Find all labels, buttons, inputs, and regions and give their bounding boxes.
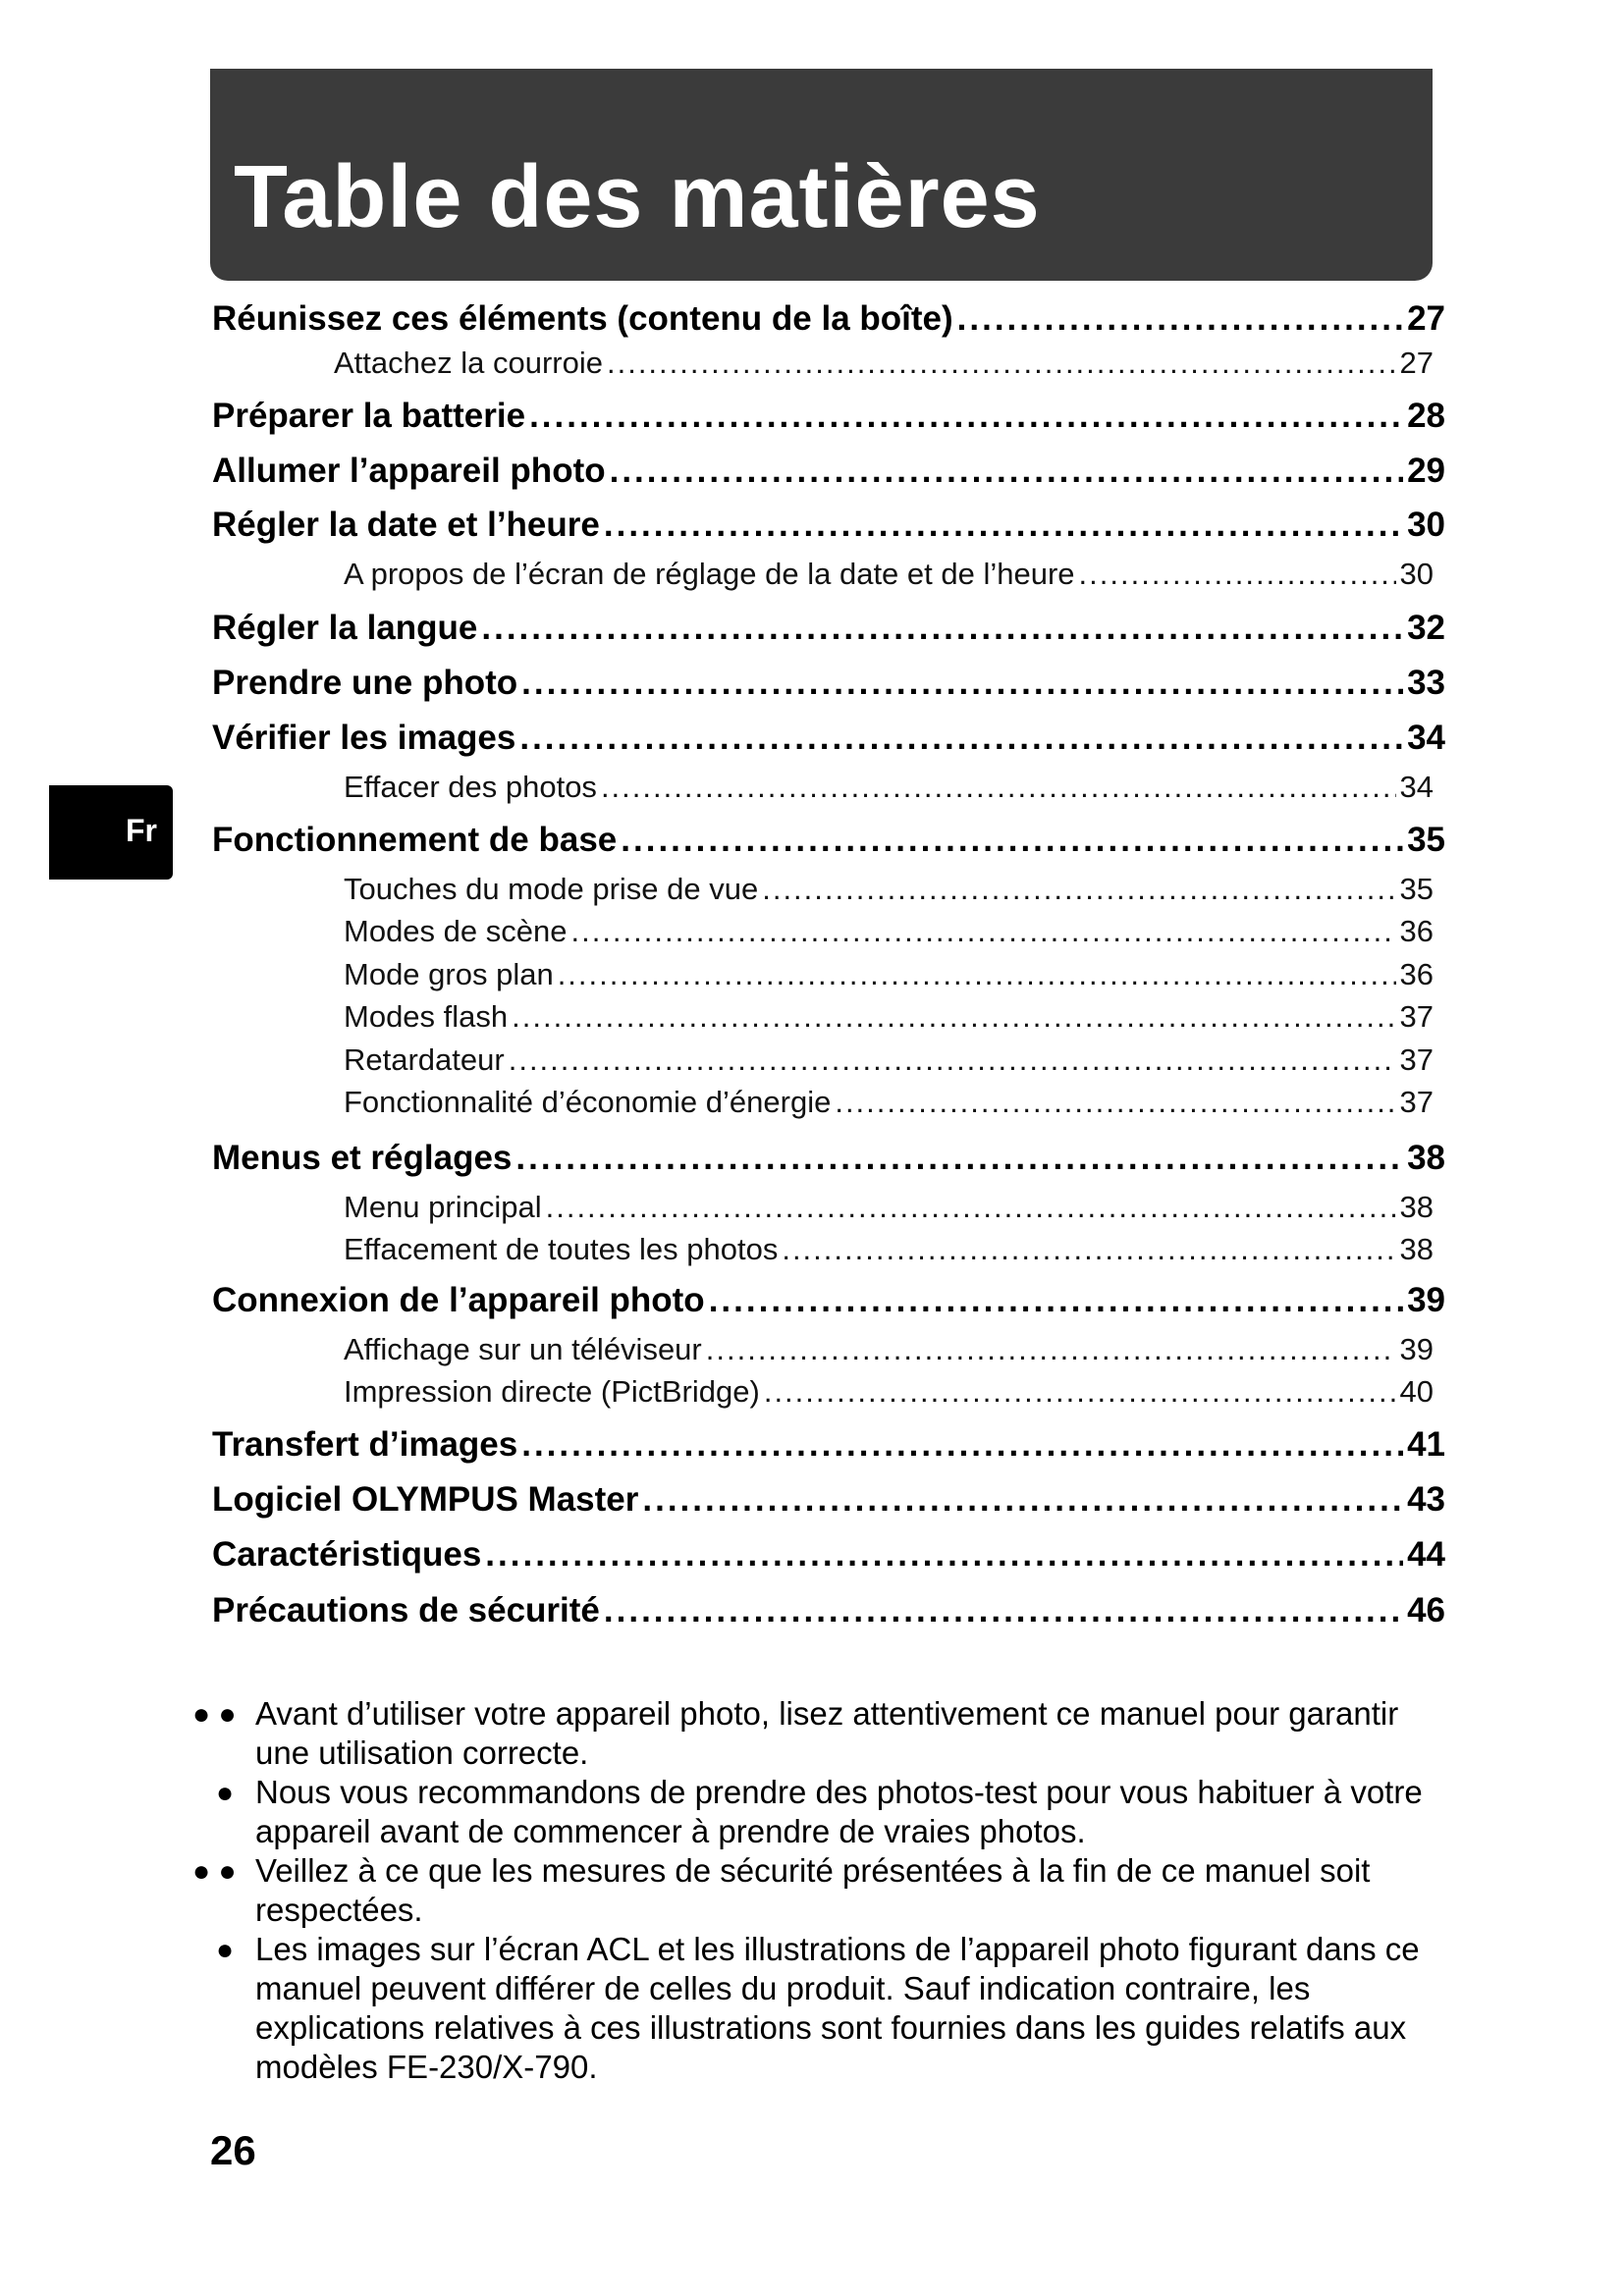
toc-entry-label: Caractéristiques	[212, 1535, 482, 1574]
toc-subentry[interactable]	[344, 770, 1434, 809]
dot-leader	[604, 506, 1403, 545]
bullet-icon: ● ●	[192, 1855, 237, 1888]
note-item	[192, 1694, 1459, 1773]
toc-entry[interactable]	[212, 1591, 1445, 1640]
toc-entry[interactable]	[212, 397, 1445, 446]
toc-entry-page: 33	[1407, 664, 1445, 702]
dot-leader	[764, 1374, 1396, 1410]
note-text: Les images sur l’écran ACL et les illustrations de l’appareil photo figurant dans ce manuel peuvent différer de celles du produit. Sauf indication contraire, les explications relatives à ces illustrations sont fournies dans les guides relatifs aux modèles FE-230/X-790.	[255, 1931, 1420, 2085]
dot-leader	[515, 1139, 1403, 1178]
toc-subentry[interactable]	[344, 872, 1434, 911]
toc-entry-page: 34	[1399, 770, 1434, 804]
dot-leader	[604, 1591, 1403, 1630]
dot-leader	[610, 452, 1403, 491]
dot-leader	[481, 609, 1403, 648]
toc-subentry[interactable]	[344, 1332, 1434, 1371]
toc-entry-label: Effacer des photos	[344, 770, 597, 804]
toc-subentry[interactable]	[344, 1374, 1434, 1414]
toc-subentry[interactable]	[344, 1085, 1434, 1124]
toc-entry-page: 41	[1407, 1425, 1445, 1464]
toc-subentry[interactable]	[344, 1232, 1434, 1271]
notes-list	[192, 1694, 1459, 2087]
toc-entry-label: Menus et réglages	[212, 1139, 513, 1177]
dot-leader	[558, 957, 1396, 992]
toc-entry-label: Transfert d’images	[212, 1425, 518, 1464]
dot-leader	[601, 770, 1396, 805]
toc-entry-page: 37	[1399, 999, 1434, 1034]
toc-entry-page: 30	[1399, 557, 1434, 591]
toc-entry-label: Retardateur	[344, 1042, 505, 1077]
toc-entry-label: Effacement de toutes les photos	[344, 1232, 779, 1266]
toc-entry-label: Prendre une photo	[212, 664, 518, 702]
toc-entry-label: Modes flash	[344, 999, 509, 1034]
toc-entry-page: 29	[1407, 452, 1445, 490]
toc-entry-page: 40	[1399, 1374, 1434, 1409]
toc-entry-label: Régler la date et l’heure	[212, 506, 600, 544]
toc-entry-page: 32	[1407, 609, 1445, 647]
toc-entry[interactable]	[212, 1281, 1445, 1330]
toc-entry-page: 36	[1399, 914, 1434, 948]
dot-leader	[782, 1232, 1395, 1267]
toc-entry-label: Précautions de sécurité	[212, 1591, 600, 1629]
toc-entry[interactable]	[212, 821, 1445, 870]
toc-entry-label: Allumer l’appareil photo	[212, 452, 606, 490]
page-title: Table des matières	[234, 148, 1041, 246]
dot-leader	[521, 664, 1403, 703]
toc-entry-page: 39	[1407, 1281, 1445, 1319]
dot-leader	[957, 299, 1403, 339]
toc-entry-label: Régler la langue	[212, 609, 478, 647]
toc-entry-label: A propos de l’écran de réglage de la date et de l’heure	[344, 557, 1075, 591]
toc-entry-page: 35	[1407, 821, 1445, 859]
toc-entry[interactable]	[212, 719, 1445, 768]
toc-entry[interactable]	[212, 452, 1445, 501]
toc-subentry[interactable]	[344, 957, 1434, 996]
toc-entry-label: Vérifier les images	[212, 719, 516, 757]
note-item	[192, 1851, 1459, 1930]
note-text: Veillez à ce que les mesures de sécurité présentées à la fin de ce manuel soit respectées.	[255, 1852, 1371, 1928]
toc-entry-page: 28	[1407, 397, 1445, 435]
toc-entry[interactable]	[212, 1139, 1445, 1188]
toc-entry[interactable]	[212, 1425, 1445, 1474]
toc-entry[interactable]	[212, 299, 1445, 348]
toc-entry-page: 30	[1407, 506, 1445, 544]
dot-leader	[607, 346, 1396, 381]
note-text: Avant d’utiliser votre appareil photo, lisez attentivement ce manuel pour garantir une utilisation correcte.	[255, 1695, 1399, 1771]
toc-entry-page: 27	[1399, 346, 1434, 380]
title-banner	[210, 69, 1433, 281]
toc-entry-label: Impression directe (PictBridge)	[344, 1374, 760, 1409]
dot-leader	[485, 1535, 1403, 1575]
toc-entry-page: 36	[1399, 957, 1434, 991]
dot-leader	[621, 821, 1403, 860]
toc-entry-page: 46	[1407, 1591, 1445, 1629]
dot-leader	[642, 1480, 1403, 1520]
note-item	[212, 1773, 1459, 1851]
dot-leader	[706, 1332, 1396, 1367]
toc-entry-label: Fonctionnement de base	[212, 821, 618, 859]
toc-entry-label: Connexion de l’appareil photo	[212, 1281, 705, 1319]
dot-leader	[546, 1190, 1396, 1225]
toc-entry-page: 37	[1399, 1085, 1434, 1119]
dot-leader	[570, 914, 1395, 949]
toc-entry-label: Modes de scène	[344, 914, 568, 948]
toc-entry[interactable]	[212, 1480, 1445, 1529]
page-number: 26	[210, 2127, 256, 2173]
toc-entry-page: 43	[1407, 1480, 1445, 1519]
dot-leader	[709, 1281, 1403, 1320]
note-text: Nous vous recommandons de prendre des photos-test pour vous habituer à votre appareil avant de commencer à prendre de vraies photos.	[255, 1774, 1423, 1849]
toc-entry-page: 38	[1407, 1139, 1445, 1177]
toc-entry-label: Fonctionnalité d’économie d’énergie	[344, 1085, 832, 1119]
toc-subentry[interactable]	[344, 557, 1434, 596]
note-item	[212, 1930, 1459, 2087]
toc-entry-label: Touches du mode prise de vue	[344, 872, 759, 906]
toc-entry-label: Menu principal	[344, 1190, 542, 1224]
toc-entry-label: Logiciel OLYMPUS Master	[212, 1480, 639, 1519]
toc-subentry[interactable]	[344, 999, 1434, 1039]
toc-entry-label: Réunissez ces éléments (contenu de la boîte)	[212, 299, 953, 338]
toc-entry-page: 34	[1407, 719, 1445, 757]
dot-leader	[529, 397, 1403, 436]
toc-entry-page: 39	[1399, 1332, 1434, 1366]
language-tab-label: Fr	[126, 813, 157, 848]
dot-leader	[835, 1085, 1395, 1120]
toc-subentry[interactable]	[344, 1190, 1434, 1229]
toc-entry[interactable]	[212, 609, 1445, 658]
toc-entry-page: 27	[1407, 299, 1445, 338]
bullet-icon: ● ●	[192, 1698, 237, 1731]
toc-entry-page: 38	[1399, 1232, 1434, 1266]
bullet-icon: ●	[216, 1777, 235, 1809]
toc-entry[interactable]	[212, 506, 1445, 555]
bullet-icon: ●	[216, 1934, 235, 1966]
toc-entry-label: Mode gros plan	[344, 957, 554, 991]
dot-leader	[519, 719, 1403, 758]
toc-entry-label: Préparer la batterie	[212, 397, 526, 435]
dot-leader	[762, 872, 1395, 907]
toc-entry-page: 35	[1399, 872, 1434, 906]
toc-entry-page: 38	[1399, 1190, 1434, 1224]
dot-leader	[1079, 557, 1396, 592]
toc-subentry[interactable]	[344, 914, 1434, 953]
toc-entry-label: Affichage sur un téléviseur	[344, 1332, 702, 1366]
toc-subentry[interactable]	[344, 1042, 1434, 1082]
dot-leader	[512, 999, 1395, 1035]
language-tab	[49, 785, 173, 880]
dot-leader	[521, 1425, 1403, 1465]
toc-subentry[interactable]	[334, 346, 1434, 385]
toc-entry-page: 44	[1407, 1535, 1445, 1574]
dot-leader	[509, 1042, 1396, 1078]
toc-entry[interactable]	[212, 1535, 1445, 1584]
toc-entry[interactable]	[212, 664, 1445, 713]
toc-entry-label: Attachez la courroie	[334, 346, 603, 380]
toc-entry-page: 37	[1399, 1042, 1434, 1077]
